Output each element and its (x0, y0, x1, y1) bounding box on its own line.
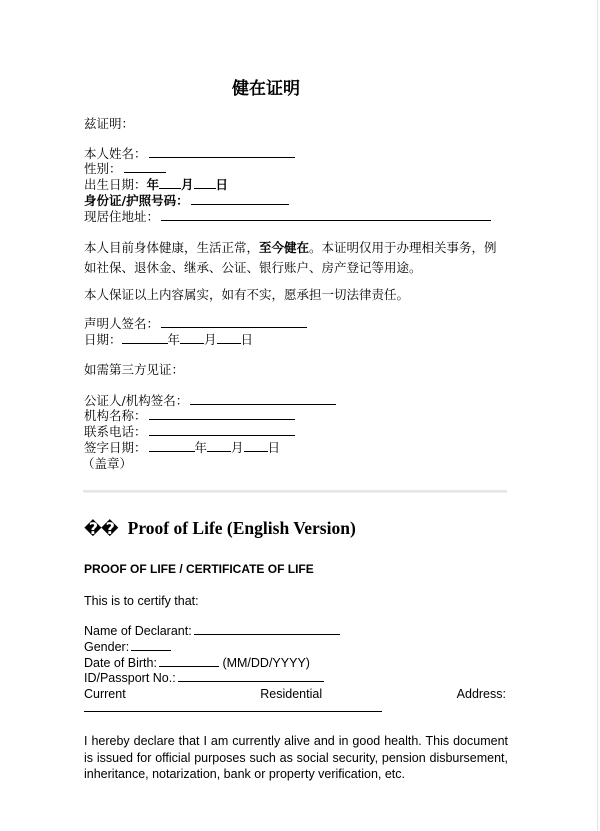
section-divider (83, 490, 507, 493)
intro-en: This is to certify that: (84, 594, 199, 608)
name-field-en (84, 623, 340, 639)
sign-day: 日 (267, 440, 281, 455)
signature-year: 年 (167, 332, 181, 347)
dob-format: (MM/DD/YYYY) (222, 656, 310, 670)
seal-note: （盖章） (82, 456, 133, 471)
address-blank-en[interactable] (84, 700, 382, 712)
english-section-title (84, 518, 356, 539)
address-word-current: Current (84, 687, 126, 701)
gender-label: 性别： (84, 161, 122, 176)
signature-day-blank[interactable] (217, 332, 241, 344)
signature-date-label: 日期： (84, 332, 122, 347)
name-blank-en[interactable] (194, 623, 340, 635)
replacement-char-icon: �� (84, 519, 118, 538)
sign-date-label: 签字日期： (84, 440, 147, 455)
dob-label-en: Date of Birth: (84, 656, 157, 670)
dob-day: 日 (215, 177, 229, 192)
address-label: 现居住地址： (84, 209, 160, 224)
address-blank[interactable] (161, 209, 491, 221)
dob-month-blank[interactable] (159, 177, 181, 189)
declaration-text-1: 本人目前身体健康，生活正常， (84, 240, 260, 255)
dob-field-zh (84, 177, 228, 193)
notary-label: 公证人/机构签名： (84, 393, 189, 408)
name-field-zh (84, 146, 295, 162)
notary-signature-field (84, 393, 336, 409)
dob-month: 月 (181, 177, 194, 192)
phone-field (84, 424, 295, 440)
signature-day: 日 (240, 332, 254, 347)
id-label: 身份证/护照号码： (84, 193, 189, 208)
id-label-en: ID/Passport No.: (84, 671, 176, 685)
dob-label: 出生日期： (84, 177, 147, 192)
signature-month-blank[interactable] (180, 332, 204, 344)
phone-blank[interactable] (149, 424, 295, 436)
declaration-zh (84, 238, 506, 278)
signature-year-blank[interactable] (122, 332, 168, 344)
id-blank-en[interactable] (178, 670, 324, 682)
declarant-signature-blank[interactable] (161, 316, 307, 328)
address-word-residential: Residential (260, 687, 323, 701)
third-party-heading: 如需第三方见证： (84, 362, 185, 377)
org-name-field (84, 408, 295, 424)
intro-zh: 兹证明： (84, 116, 135, 131)
declaration-bold: 至今健在 (259, 240, 310, 255)
gender-label-en: Gender: (84, 640, 130, 654)
sign-date-field (84, 440, 280, 456)
guarantee-zh: 本人保证以上内容属实，如有不实，愿承担一切法律责任。 (84, 287, 410, 302)
gender-field-zh (84, 161, 166, 177)
declaration-en: I hereby declare that I am currently alive and in good health. This document is issued for official purposes such as social security, pension disbursement, inheritance, notarization, bank or property verification, etc. (84, 734, 508, 781)
id-field-zh (84, 193, 289, 209)
org-name-label: 机构名称： (84, 408, 147, 423)
id-blank[interactable] (191, 193, 289, 205)
gender-field-en (84, 639, 171, 655)
sign-day-blank[interactable] (244, 440, 268, 452)
sign-month-blank[interactable] (207, 440, 231, 452)
sign-month: 月 (231, 440, 244, 455)
gender-blank[interactable] (124, 161, 166, 173)
address-field-zh (84, 209, 491, 225)
english-section-title-text: Proof of Life (English Version) (127, 518, 356, 538)
sign-year-blank[interactable] (149, 440, 195, 452)
certificate-subheading: PROOF OF LIFE / CERTIFICATE OF LIFE (84, 562, 314, 576)
id-field-en (84, 670, 324, 686)
dob-day-blank[interactable] (194, 177, 216, 189)
declarant-signature-field (84, 316, 307, 332)
declaration-text-2: 。本证明仅用于办理相关事务，例如社保、退休金、继承、公证、银行账户、房产登记等用途。 (84, 240, 497, 275)
sign-year: 年 (194, 440, 208, 455)
document-title-zh: 健在证明 (232, 79, 300, 99)
dob-field-en (84, 655, 310, 671)
name-blank[interactable] (149, 146, 295, 158)
dob-year: 年 (146, 177, 160, 192)
address-word-address: Address: (456, 687, 506, 701)
signature-month: 月 (204, 332, 217, 347)
signature-date-field (84, 332, 253, 348)
address-line-en (84, 700, 382, 716)
name-label-en: Name of Declarant: (84, 624, 192, 638)
notary-signature-blank[interactable] (190, 393, 336, 405)
org-name-blank[interactable] (149, 408, 295, 420)
dob-blank-en[interactable] (159, 655, 219, 667)
name-label: 本人姓名： (84, 146, 147, 161)
declarant-label: 声明人签名： (84, 316, 160, 331)
gender-blank-en[interactable] (131, 639, 171, 651)
page-edge (597, 0, 598, 831)
phone-label: 联系电话： (84, 424, 147, 439)
